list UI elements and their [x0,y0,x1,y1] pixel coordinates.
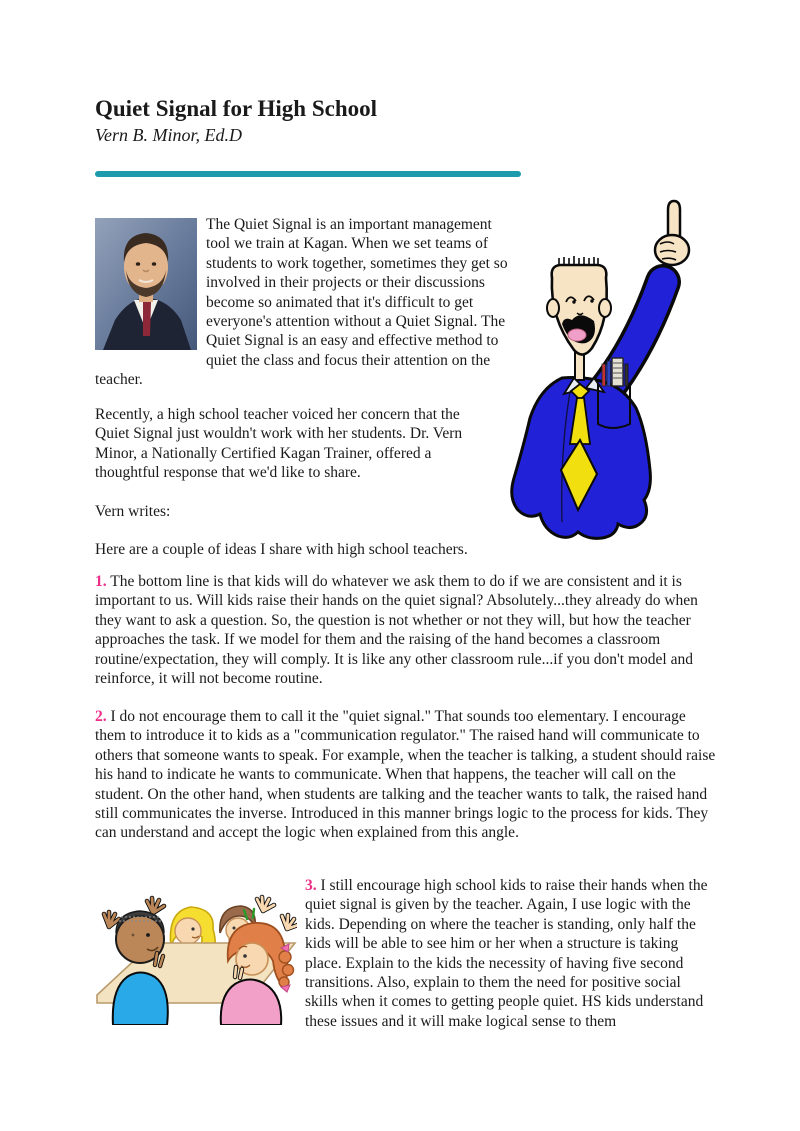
point-1 [95,572,717,688]
quiet-signal-man-cartoon [500,192,715,542]
page-title: Quiet Signal for High School [95,96,378,121]
point-1-text: The bottom line is that kids will do whatever we ask them to do if we are consistent and it is important to us. Will kids raise their hands on the quiet signal? Absolutely...they already do when they want to ask a question. So, the question is not whether or not they will, but how the teacher approaches the task. If we model for them and the raising of the hand becomes a classroom routine/expectation, they will comply. It is like any other classroom rule...if you don't model and reinforce, it will not become routine. [95,573,698,688]
divider-rule [95,171,521,177]
author-byline: Vern B. Minor, Ed.D [95,125,242,145]
point-2 [95,707,717,843]
point-3-text: I still encourage high school kids to raise their hands when the quiet signal is given by the teacher. Again, I use logic with the kids. Depending on where the teacher is standing, only half the kids will be able to see him or her when a structure is taking place. Explain to the kids the necessity of having five second transitions. Also, explain to them the need for positive social skills when it comes to getting people quiet. HS kids understand these issues and it will make logical sense to them [305,877,708,1030]
vern-minor-photo [95,218,197,350]
concern-paragraph: Recently, a high school teacher voiced her concern that the Quiet Signal just wouldn't work with her students. Dr. Vern Minor, a Nationally Certified Kagan Trainer, offered a thoughtful response that we'd like to share. [95,406,463,482]
point-3 [95,876,717,1031]
point-2-number: 2. [95,708,107,725]
point-3-number: 3. [305,877,317,894]
intro-paragraph [95,215,509,390]
ideas-intro: Here are a couple of ideas I share with high school teachers. [95,541,468,558]
intro-text: The Quiet Signal is an important management tool we train at Kagan. When we set teams of students to work together, sometimes they get so involved in their projects or their discussions become so animated that it's difficult to get everyone's attention without a Quiet Signal. The Quiet Signal is an easy and effective method to quiet the class and focus their attention on the teacher. [95,216,508,389]
vern-writes-label: Vern writes: [95,503,171,520]
point-1-number: 1. [95,573,107,590]
students-raising-hands-cartoon [95,885,297,1025]
point-2-text: I do not encourage them to call it the "quiet signal." That sounds too elementary. I encourage them to introduce it to kids as a "communication regulator." The raised hand will communicate to others that someone wants to speak. For example, when the teacher is talking, a student should raise his hand to indicate he wants to communicate. When that happens, the teacher will call on the student. On the other hand, when students are talking and the teacher wants to talk, the raised hand still communicates the inverse. Introduced in this manner brings logic to the process for kids. They can understand and accept the logic when explained from this angle. [95,708,716,842]
